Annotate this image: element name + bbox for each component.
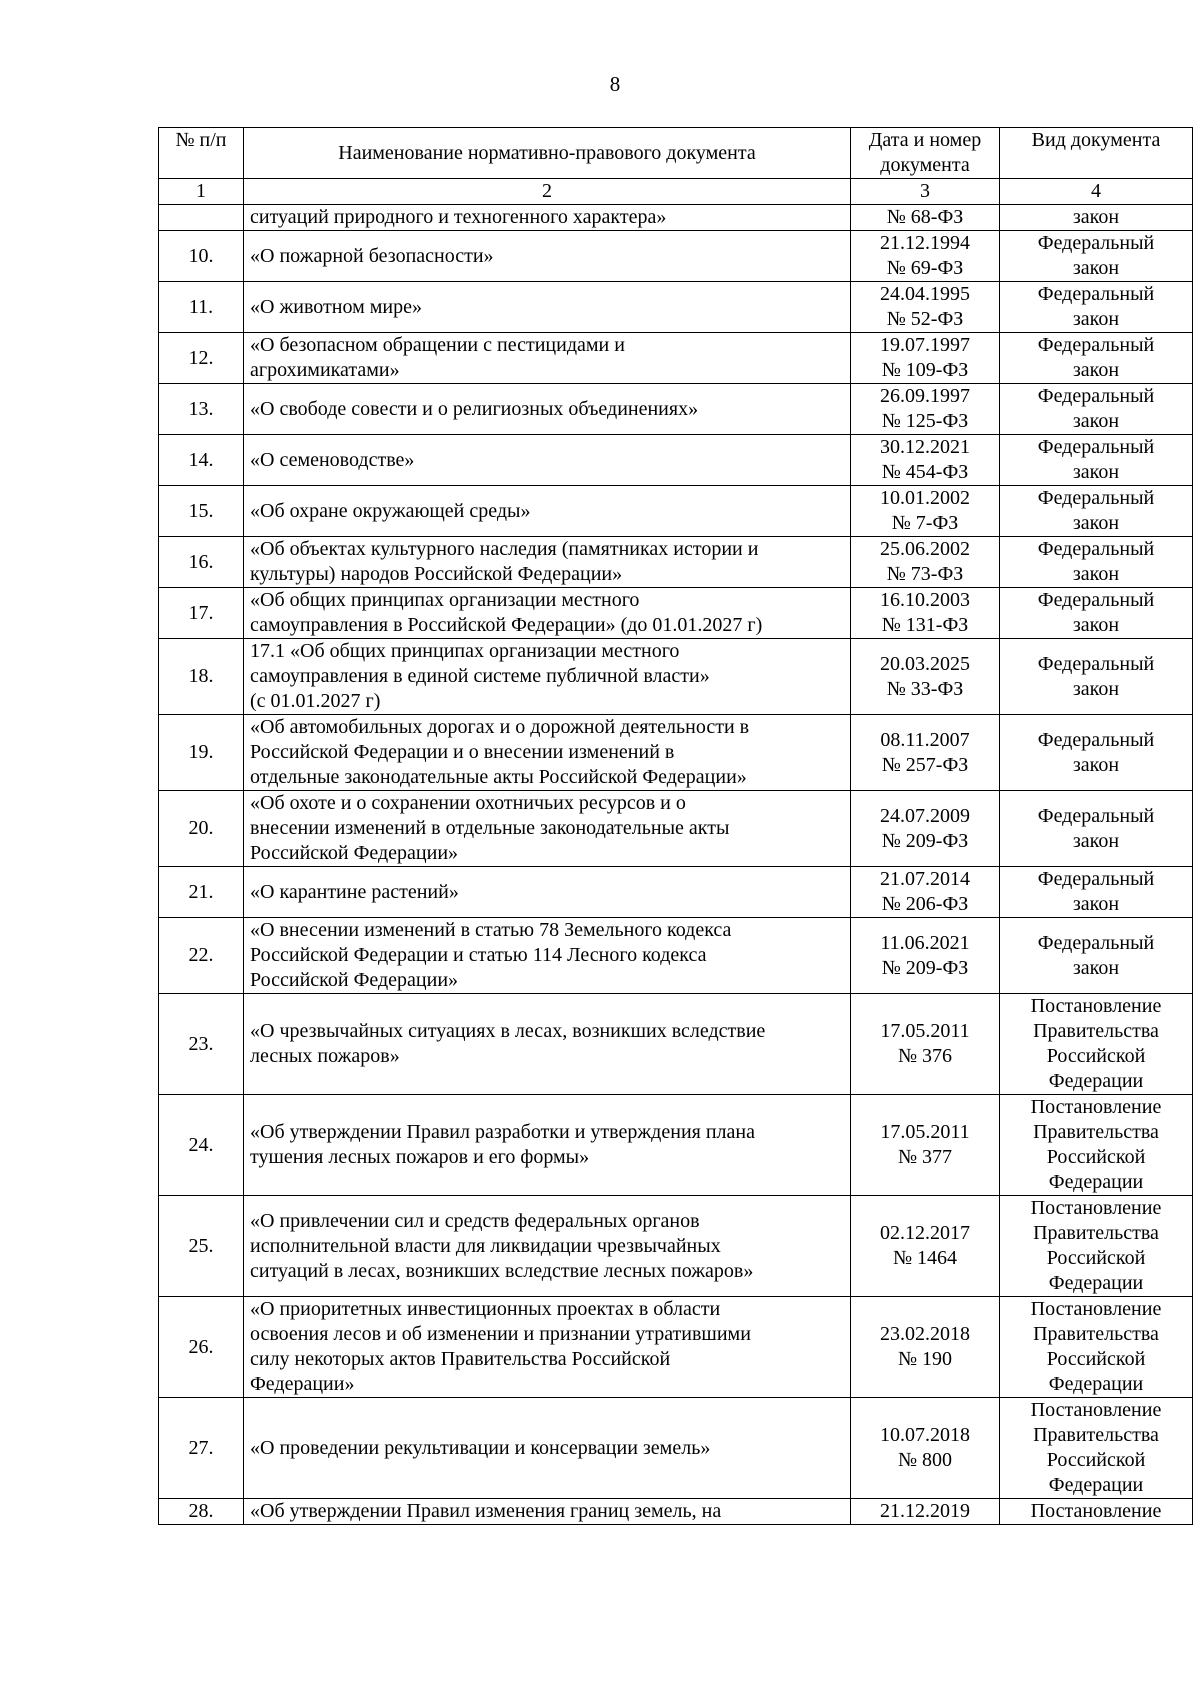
- document-kind-line: Федеральный: [1037, 436, 1155, 458]
- document-kind-line: Федеральный: [1037, 804, 1155, 827]
- document-kind: [1000, 791, 1193, 867]
- document-kind-line: закон: [1072, 308, 1120, 330]
- document-date-number: [851, 435, 1000, 486]
- document-kind-line: закон: [1072, 829, 1120, 852]
- document-date-number: [851, 791, 1000, 867]
- document-kind: [1000, 1095, 1193, 1196]
- document-date-number-line: № 800: [897, 1449, 953, 1471]
- document-name-line: силу некоторых актов Правительства Российской: [250, 1348, 671, 1370]
- document-kind-line: Федеральный: [1037, 232, 1155, 254]
- table-row: [159, 1297, 1193, 1398]
- document-date-number-line: 20.03.2025: [880, 652, 970, 675]
- document-name: [244, 435, 851, 486]
- document-date-number-line: 10.07.2018: [880, 1424, 970, 1446]
- row-number: [159, 205, 244, 231]
- document-date-number: [851, 639, 1000, 715]
- document-kind-line: Федеральный: [1037, 385, 1155, 407]
- row-number: 16.: [159, 537, 244, 588]
- document-kind-line: Постановление: [1030, 1399, 1162, 1421]
- document-name-line: «О проведении рекультивации и консервации земель»: [250, 1436, 711, 1459]
- document-name-line: внесении изменений в отдельные законодательные акты: [250, 817, 730, 839]
- document-kind-line: Федеральный: [1037, 538, 1155, 560]
- document-name-line: «Об утверждении Правил разработки и утверждения плана: [250, 1121, 755, 1143]
- document-kind: [1000, 918, 1193, 994]
- document-kind-line: закон: [1072, 359, 1120, 381]
- document-name: [244, 867, 851, 918]
- document-name-line: «О привлечении сил и средств федеральных органов: [250, 1209, 700, 1232]
- document-kind-line: Постановление: [1030, 1197, 1162, 1219]
- document-name: [244, 205, 851, 231]
- document-kind-line: Федерации: [1048, 1171, 1144, 1193]
- document-name: [244, 1398, 851, 1499]
- table-row: [159, 791, 1193, 867]
- document-name: [244, 1499, 851, 1525]
- document-kind: [1000, 205, 1193, 231]
- document-name-line: Российской Федерации и о внесении изменений в: [250, 741, 675, 763]
- document-name-line: ситуаций в лесах, возникших вследствие лесных пожаров»: [250, 1259, 754, 1282]
- document-name-line: 17.1 «Об общих принципах организации местного: [250, 640, 680, 662]
- table-row: [159, 994, 1193, 1095]
- row-number: 15.: [159, 486, 244, 537]
- header-date-line: документа: [880, 154, 970, 176]
- document-name-line: самоуправления в Российской Федерации» (до 01.01.2027 г): [250, 614, 763, 636]
- document-kind-line: закон: [1072, 410, 1120, 432]
- document-kind: [1000, 384, 1193, 435]
- document-name-line: «О свободе совести и о религиозных объединениях»: [250, 397, 699, 420]
- table-row: [159, 384, 1193, 435]
- table-row: [159, 282, 1193, 333]
- document-name-line: лесных пожаров»: [250, 1045, 400, 1067]
- document-name: [244, 384, 851, 435]
- table-row: [159, 1398, 1193, 1499]
- document-name: [244, 486, 851, 537]
- document-date-number-line: № 454-ФЗ: [881, 461, 969, 483]
- document-name: [244, 1196, 851, 1297]
- document-date-number: [851, 231, 1000, 282]
- document-kind-line: закон: [1072, 206, 1120, 228]
- document-date-number-line: № 69-ФЗ: [886, 257, 964, 279]
- document-date-number-line: 25.06.2002: [880, 538, 970, 560]
- document-kind-line: закон: [1072, 956, 1120, 979]
- document-date-number-line: 21.07.2014: [880, 868, 970, 890]
- document-kind: [1000, 639, 1193, 715]
- document-date-number-line: № 377: [897, 1146, 953, 1168]
- document-name: [244, 639, 851, 715]
- document-name: [244, 1095, 851, 1196]
- document-kind-line: Федеральный: [1037, 283, 1155, 305]
- column-index: 3: [851, 179, 1000, 205]
- document-kind-line: Постановление: [1030, 995, 1162, 1017]
- document-date-number-line: 24.07.2009: [880, 804, 970, 827]
- document-name-line: Российской Федерации»: [250, 842, 459, 864]
- table-header-row: [159, 128, 1193, 179]
- document-kind: [1000, 715, 1193, 791]
- document-kind-line: закон: [1072, 893, 1120, 915]
- document-date-number-line: № 52-ФЗ: [886, 308, 964, 330]
- document-date-number-line: № 190: [897, 1348, 953, 1370]
- document-date-number: [851, 1398, 1000, 1499]
- row-number: 12.: [159, 333, 244, 384]
- document-date-number-line: 24.04.1995: [880, 283, 970, 305]
- document-date-number-line: 17.05.2011: [880, 1121, 970, 1143]
- document-date-number-line: № 376: [897, 1045, 953, 1067]
- row-number: 21.: [159, 867, 244, 918]
- document-kind-line: закон: [1072, 563, 1120, 585]
- table-row: [159, 333, 1193, 384]
- document-kind-line: Федерации: [1048, 1070, 1144, 1092]
- document-date-number: [851, 918, 1000, 994]
- column-index-row: [159, 179, 1193, 205]
- column-index: 2: [244, 179, 851, 205]
- page-number: 8: [609, 72, 621, 96]
- document-name: [244, 1297, 851, 1398]
- document-kind-line: Российской: [1046, 1348, 1146, 1370]
- document-kind: [1000, 1196, 1193, 1297]
- document-date-number: [851, 715, 1000, 791]
- document-date-number-line: № 109-ФЗ: [881, 359, 969, 381]
- document-name-line: «О карантине растений»: [250, 880, 459, 903]
- document-name-line: «О семеноводстве»: [250, 448, 415, 471]
- column-index: 1: [159, 179, 244, 205]
- row-number: 27.: [159, 1398, 244, 1499]
- document-date-number-line: № 257-ФЗ: [881, 753, 969, 776]
- document-kind: [1000, 231, 1193, 282]
- column-index: 4: [1000, 179, 1193, 205]
- document-date-number: [851, 994, 1000, 1095]
- document-name-line: исполнительной власти для ликвидации чрезвычайных: [250, 1234, 721, 1257]
- document-name-line: «Об автомобильных дорогах и о дорожной деятельности в: [250, 716, 750, 738]
- document-kind: [1000, 435, 1193, 486]
- document-name-line: «О безопасном обращении с пестицидами и: [250, 334, 625, 356]
- document-kind: [1000, 994, 1193, 1095]
- table-row: [159, 231, 1193, 282]
- document-kind-line: Федеральный: [1037, 589, 1155, 611]
- table-row: [159, 537, 1193, 588]
- document-name-line: «О внесении изменений в статью 78 Земельного кодекса: [250, 919, 732, 941]
- document-kind-line: Федеральный: [1037, 334, 1155, 356]
- row-number: 17.: [159, 588, 244, 639]
- document-kind-line: закон: [1072, 614, 1120, 636]
- document-kind-line: Федеральный: [1037, 652, 1155, 675]
- document-date-number: [851, 333, 1000, 384]
- row-number: 22.: [159, 918, 244, 994]
- document-date-number-line: 16.10.2003: [880, 589, 970, 611]
- document-date-number-line: № 7-ФЗ: [891, 512, 959, 534]
- document-date-number-line: 11.06.2021: [880, 931, 970, 954]
- document-kind-line: закон: [1072, 512, 1120, 534]
- document-date-number: [851, 1196, 1000, 1297]
- document-kind: [1000, 1297, 1193, 1398]
- document-kind-line: закон: [1072, 753, 1120, 776]
- row-number: 28.: [159, 1499, 244, 1525]
- document-date-number-line: № 73-ФЗ: [886, 563, 964, 585]
- document-name-line: «Об охоте и о сохранении охотничьих ресурсов и о: [250, 792, 686, 814]
- document-name-line: (с 01.01.2027 г): [250, 690, 381, 712]
- row-number: 24.: [159, 1095, 244, 1196]
- document-name-line: Российской Федерации»: [250, 969, 459, 991]
- document-kind: [1000, 1398, 1193, 1499]
- document-date-number-line: № 209-ФЗ: [881, 829, 969, 852]
- document-name-line: самоуправления в единой системе публичной власти»: [250, 665, 710, 687]
- document-date-number-line: № 68-ФЗ: [886, 206, 964, 228]
- document-date-number-line: 17.05.2011: [880, 1020, 970, 1042]
- document-date-number-line: 30.12.2021: [880, 436, 970, 458]
- document-date-number-line: 21.12.1994: [880, 232, 970, 254]
- document-date-number-line: 23.02.2018: [880, 1323, 970, 1345]
- document-name-line: Российской Федерации и статью 114 Лесного кодекса: [250, 944, 707, 966]
- document-kind-line: Постановление: [1030, 1298, 1162, 1320]
- row-number: 25.: [159, 1196, 244, 1297]
- document-kind-line: Правительства: [1033, 1222, 1159, 1244]
- table-row: [159, 435, 1193, 486]
- document-name-line: «О чрезвычайных ситуациях в лесах, возникших вследствие: [250, 1020, 766, 1042]
- document-kind-line: Российской: [1046, 1247, 1146, 1269]
- document-kind-line: Российской: [1046, 1146, 1146, 1168]
- document-name: [244, 791, 851, 867]
- table-body: [159, 205, 1193, 1525]
- row-number: 18.: [159, 639, 244, 715]
- document-date-number-line: № 206-ФЗ: [881, 893, 969, 915]
- document-name: [244, 918, 851, 994]
- document-kind-line: Федеральный: [1037, 728, 1155, 751]
- document-kind-line: Российской: [1046, 1449, 1146, 1471]
- document-kind-line: Федеральный: [1037, 487, 1155, 509]
- document-date-number-line: 19.07.1997: [880, 334, 970, 356]
- document-kind-line: Федеральный: [1037, 868, 1155, 890]
- table-row: [159, 486, 1193, 537]
- table-row: [159, 867, 1193, 918]
- document-name-line: «Об объектах культурного наследия (памятниках истории и: [250, 538, 759, 560]
- document-date-number-line: 21.12.2019: [880, 1500, 970, 1522]
- row-number: 19.: [159, 715, 244, 791]
- document-date-number: [851, 282, 1000, 333]
- document-kind-line: Федерации: [1048, 1373, 1144, 1395]
- row-number: 14.: [159, 435, 244, 486]
- document-name: [244, 333, 851, 384]
- document-name-line: «О пожарной безопасности»: [250, 244, 494, 267]
- document-name-line: освоения лесов и об изменении и признании утратившими: [250, 1323, 751, 1345]
- document-date-number-line: 02.12.2017: [880, 1222, 970, 1244]
- document-kind-line: закон: [1072, 677, 1120, 700]
- table-row: [159, 1095, 1193, 1196]
- row-number: 26.: [159, 1297, 244, 1398]
- document-kind: [1000, 1499, 1193, 1525]
- document-kind-line: Федерации: [1048, 1474, 1144, 1496]
- document-name: [244, 231, 851, 282]
- row-number: 10.: [159, 231, 244, 282]
- document-name-line: культуры) народов Российской Федерации»: [250, 563, 623, 585]
- document-date-number: [851, 588, 1000, 639]
- document-kind-line: Постановление: [1030, 1500, 1162, 1522]
- document-name-line: Федерации»: [250, 1373, 355, 1395]
- document-date-number-line: № 131-ФЗ: [881, 614, 969, 636]
- row-number: 11.: [159, 282, 244, 333]
- document-kind: [1000, 486, 1193, 537]
- document-date-number: [851, 1499, 1000, 1525]
- document-kind-line: Федерации: [1048, 1272, 1144, 1294]
- row-number: 20.: [159, 791, 244, 867]
- document-name-line: «Об утверждении Правил изменения границ земель, на: [250, 1500, 722, 1522]
- document-name: [244, 715, 851, 791]
- document-name-line: «О приоритетных инвестиционных проектах в области: [250, 1298, 721, 1320]
- document-date-number: [851, 384, 1000, 435]
- document-name-line: отдельные законодательные акты Российской Федерации»: [250, 766, 747, 788]
- table-row: [159, 588, 1193, 639]
- document-name-line: агрохимикатами»: [250, 359, 400, 381]
- documents-table: [158, 127, 1193, 1525]
- document-kind-line: Российской: [1046, 1045, 1146, 1067]
- document-date-number: [851, 205, 1000, 231]
- table-row: [159, 639, 1193, 715]
- document-kind-line: Постановление: [1030, 1096, 1162, 1118]
- document-date-number-line: № 125-ФЗ: [881, 410, 969, 432]
- header-date: [851, 128, 1000, 179]
- header-date-line: Дата и номер: [868, 129, 982, 151]
- document-date-number: [851, 537, 1000, 588]
- document-name-line: «Об общих принципах организации местного: [250, 589, 640, 611]
- document-kind-line: Правительства: [1033, 1424, 1159, 1446]
- table-row: [159, 205, 1193, 231]
- header-kind: Вид документа: [1000, 128, 1193, 179]
- header-num: № п/п: [159, 128, 244, 179]
- row-number: 13.: [159, 384, 244, 435]
- document-kind-line: закон: [1072, 461, 1120, 483]
- document-kind-line: Правительства: [1033, 1121, 1159, 1143]
- document-date-number: [851, 1297, 1000, 1398]
- document-date-number-line: 10.01.2002: [880, 487, 970, 509]
- document-kind-line: закон: [1072, 257, 1120, 279]
- document-name: [244, 588, 851, 639]
- document-kind-line: Правительства: [1033, 1323, 1159, 1345]
- document-name-line: «О животном мире»: [250, 295, 422, 318]
- document-date-number-line: 26.09.1997: [880, 385, 970, 407]
- document-date-number: [851, 486, 1000, 537]
- document-name-line: «Об охране окружающей среды»: [250, 499, 531, 522]
- document-name: [244, 537, 851, 588]
- document-kind: [1000, 537, 1193, 588]
- table-row: [159, 715, 1193, 791]
- document-name: [244, 994, 851, 1095]
- document-kind-line: Правительства: [1033, 1020, 1159, 1042]
- document-date-number-line: 08.11.2007: [880, 728, 970, 751]
- document-name-line: тушения лесных пожаров и его формы»: [250, 1146, 590, 1168]
- table-row: [159, 1499, 1193, 1525]
- document-name: [244, 282, 851, 333]
- document-kind-line: Федеральный: [1037, 931, 1155, 954]
- document-date-number: [851, 1095, 1000, 1196]
- document-date-number-line: № 209-ФЗ: [881, 956, 969, 979]
- table-row: [159, 1196, 1193, 1297]
- document-date-number: [851, 867, 1000, 918]
- document-kind: [1000, 588, 1193, 639]
- document-kind: [1000, 282, 1193, 333]
- document-kind: [1000, 333, 1193, 384]
- document-name-line: ситуаций природного и техногенного характера»: [250, 206, 667, 228]
- row-number: 23.: [159, 994, 244, 1095]
- document-kind: [1000, 867, 1193, 918]
- header-name: Наименование нормативно-правового документа: [244, 128, 851, 179]
- document-date-number-line: № 33-ФЗ: [886, 677, 964, 700]
- table-row: [159, 918, 1193, 994]
- document-date-number-line: № 1464: [892, 1247, 958, 1269]
